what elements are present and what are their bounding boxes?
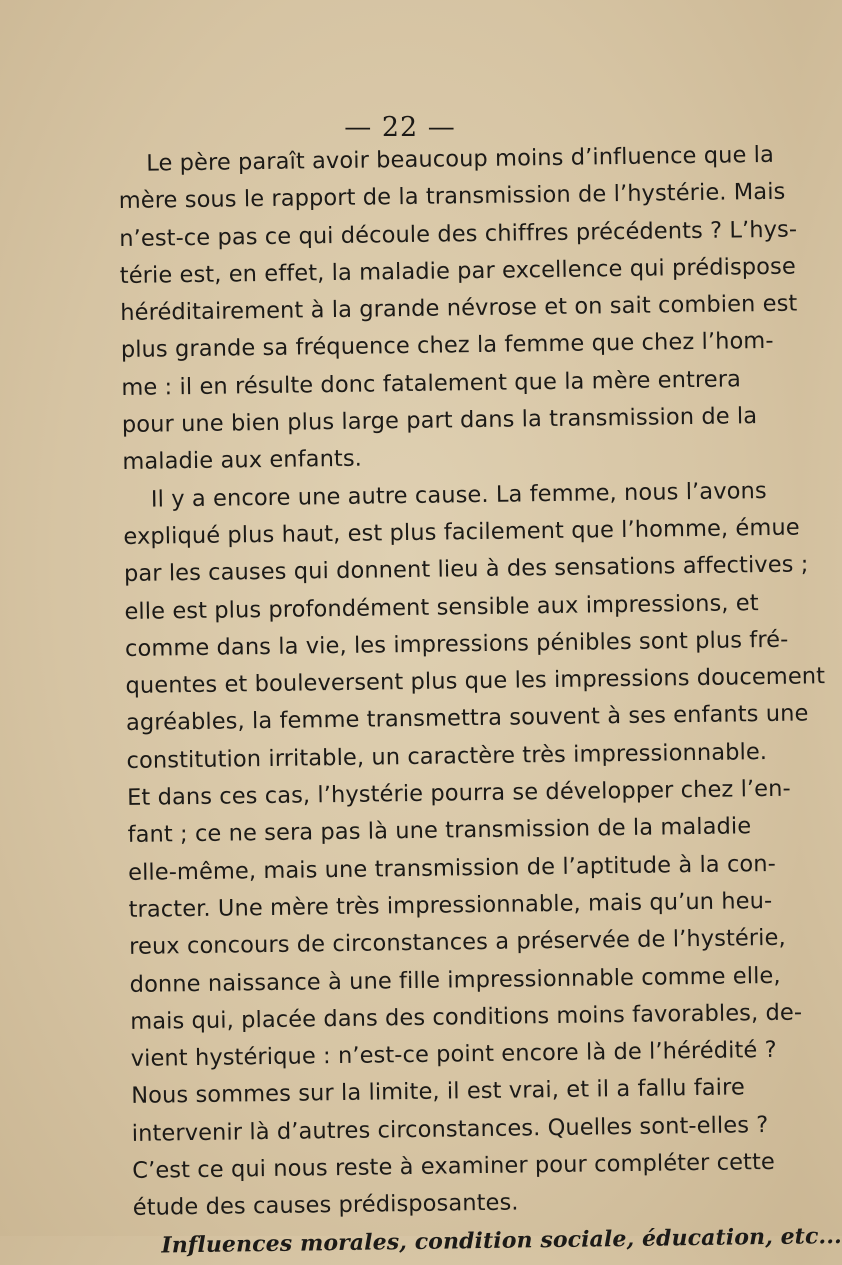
body-text — [118, 138, 842, 1265]
text-line: C’est ce qui nous reste à examiner pour compléter cette — [132, 1148, 776, 1184]
text-line: expliqué plus haut, est plus facilement que l’homme, émue — [123, 514, 800, 550]
text-line: Et dans ces cas, l’hystérie pourra se développer chez l’en- — [126, 775, 791, 811]
text-line: Le père paraît avoir beaucoup moins d’influence que la — [146, 141, 775, 177]
section-heading-line: Influences morales, condition sociale, éducation, etc... — [161, 1222, 842, 1259]
text-line: me : il en résulte donc fatalement que la mère entrera — [121, 366, 742, 401]
text-line: comme dans la vie, les impressions pénibles sont plus fré- — [124, 626, 789, 662]
text-line: constitution irritable, un caractère très impressionnable. — [126, 738, 768, 774]
text-line: étude des causes prédisposantes. — [132, 1189, 519, 1222]
text-line: elle est plus profondément sensible aux impressions, et — [124, 589, 759, 625]
text-line: intervenir là d’autres circonstances. Quelles sont-elles ? — [131, 1111, 769, 1147]
text-line: fant ; ce ne sera pas là une transmission de la maladie — [127, 813, 752, 849]
text-line: tracter. Une mère très impressionnable, mais qu’un heu- — [128, 887, 773, 923]
text-line: Nous sommes sur la limite, il est vrai, et il a fallu faire — [131, 1074, 745, 1110]
page-number: — 22 — — [344, 112, 456, 143]
text-line: térie est, en effet, la maladie par excellence qui prédispose — [119, 253, 796, 289]
text-line: héréditairement à la grande névrose et on sait combien est — [120, 290, 798, 327]
text-line: elle-même, mais une transmission de l’aptitude à la con- — [127, 850, 777, 886]
text-line: par les causes qui donnent lieu à des sensations affectives ; — [123, 551, 809, 588]
text-line: maladie aux enfants. — [122, 446, 363, 476]
text-line: pour une bien plus large part dans la transmission de la — [121, 403, 758, 439]
text-line: n’est-ce pas ce qui découle des chiffres précédents ? L’hys- — [119, 216, 798, 252]
text-line: donne naissance à une fille impressionnable comme elle, — [129, 962, 781, 998]
text-line: plus grande sa fréquence chez la femme que chez l’hom- — [120, 328, 774, 364]
text-line: mère sous le rapport de la transmission de l’hystérie. Mais — [118, 178, 786, 215]
text-line: mais qui, placée dans des conditions moins favorables, de- — [130, 999, 803, 1035]
text-line: reux concours de circonstances a préservée de l’hystérie, — [129, 924, 786, 961]
text-line: agréables, la femme transmettra souvent à ses enfants une — [125, 700, 809, 737]
text-line: quentes et bouleversent plus que les impressions doucement — [125, 663, 826, 700]
text-line: Il y a encore une autre cause. La femme, nous l’avons — [150, 477, 767, 513]
text-line: vient hystérique : n’est-ce point encore là de l’hérédité ? — [130, 1037, 777, 1073]
